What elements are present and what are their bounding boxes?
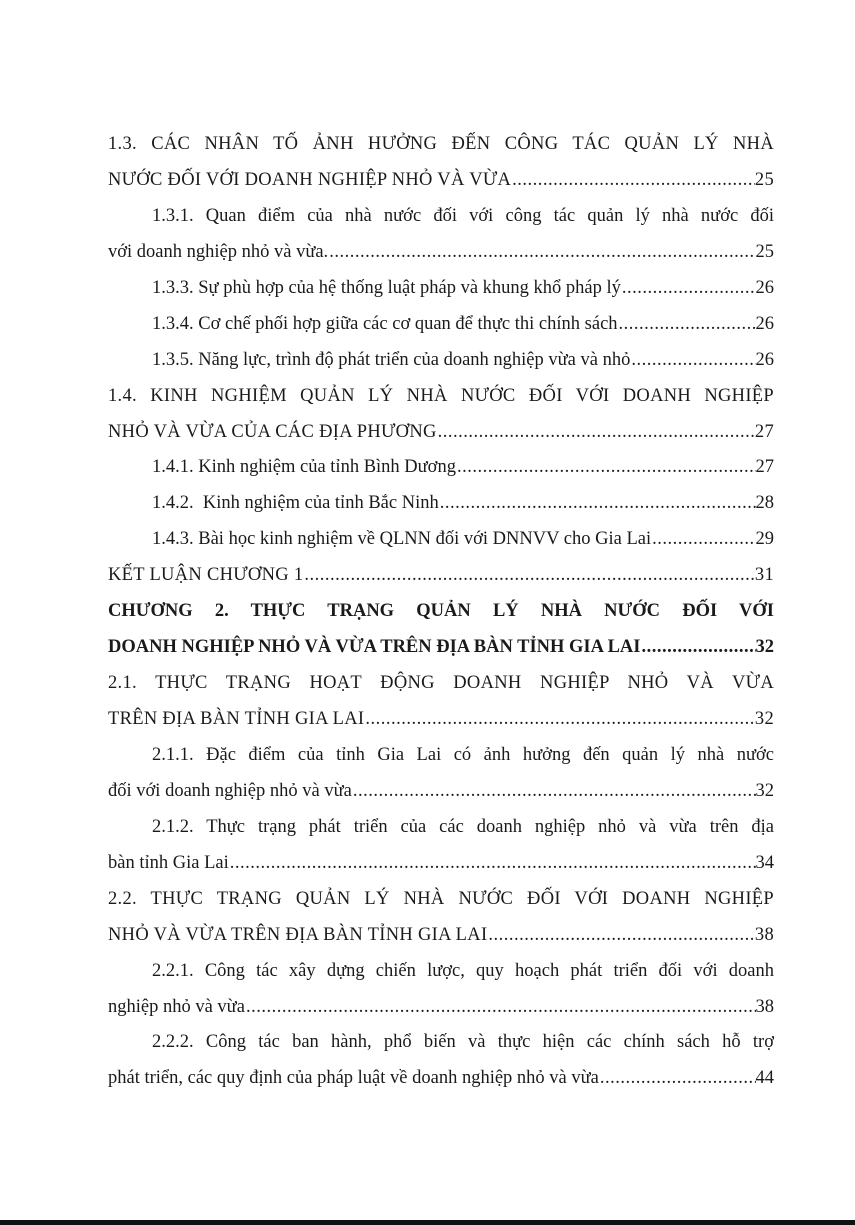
- toc-entry-text: đối với doanh nghiệp nhỏ và vừa: [108, 780, 352, 801]
- toc-page-number: 38: [754, 924, 774, 945]
- dot-leader: [599, 1060, 756, 1096]
- toc-entry-text: DOANH NGHIỆP NHỎ VÀ VỪA TRÊN ĐỊA BÀN TỈNH GIA LAI: [108, 637, 641, 658]
- toc-item-2-2-2-line2[interactable]: [108, 1060, 774, 1096]
- toc-page-number: 27: [755, 457, 774, 478]
- toc-item-2-2-2-line1: 2.2.2. Công tác ban hành, phổ biến và thực hiện các chính sách hỗ trợ: [152, 1032, 774, 1053]
- toc-heading-1-3-line1: 1.3. CÁC NHÂN TỐ ẢNH HƯỞNG ĐẾN CÔNG TÁC QUẢN LÝ NHÀ: [108, 134, 774, 154]
- dot-leader: [630, 342, 755, 378]
- toc-entry-text: KẾT LUẬN CHƯƠNG 1: [108, 565, 304, 586]
- toc-heading-1-4-line2[interactable]: [108, 414, 774, 450]
- toc-chapter-2-line1: CHƯƠNG 2. THỰC TRẠNG QUẢN LÝ NHÀ NƯỚC ĐỐI VỚI: [108, 601, 774, 622]
- toc-page-number: 25: [754, 169, 774, 190]
- toc-heading-1-4-line1: 1.4. KINH NGHIỆM QUẢN LÝ NHÀ NƯỚC ĐỐI VỚI DOANH NGHIỆP: [108, 385, 774, 406]
- toc-page-number: 27: [754, 421, 774, 442]
- toc-heading-1-3-line2[interactable]: [108, 162, 774, 198]
- toc-page-number: 25: [755, 241, 774, 262]
- dot-leader: [352, 773, 756, 809]
- dot-leader: [456, 449, 756, 485]
- toc-heading-2-2-line1: 2.2. THỰC TRẠNG QUẢN LÝ NHÀ NƯỚC ĐỐI VỚI DOANH NGHIỆP: [108, 888, 774, 909]
- toc-entry-text: NƯỚC ĐỐI VỚI DOANH NGHIỆP NHỎ VÀ VỪA: [108, 169, 512, 190]
- dot-leader: [511, 162, 755, 198]
- toc-item-2-1-2-line1: 2.1.2. Thực trạng phát triển của các doanh nghiệp nhỏ và vừa trên địa: [152, 816, 774, 837]
- toc-entry-text: NHỎ VÀ VỪA TRÊN ĐỊA BÀN TỈNH GIA LAI: [108, 924, 488, 945]
- toc-item-1-3-1-line1: 1.3.1. Quan điểm của nhà nước đối với công tác quản lý nhà nước đối: [152, 205, 774, 226]
- dot-leader: [437, 414, 755, 450]
- dot-leader: [618, 306, 756, 342]
- toc-entry-text: nghiệp nhỏ và vừa: [108, 996, 245, 1017]
- toc-page-number: 28: [755, 493, 774, 514]
- page-bottom-border: [0, 1220, 855, 1225]
- dot-leader: [641, 629, 756, 665]
- toc-entry-text: 1.3.4. Cơ chế phối hợp giữa các cơ quan để thực thi chính sách: [152, 313, 618, 334]
- toc-heading-2-1-line2[interactable]: [108, 701, 774, 737]
- toc-entry-text: 1.4.1. Kinh nghiệm của tỉnh Bình Dương: [152, 457, 456, 478]
- toc-item-1-3-4[interactable]: [108, 306, 774, 342]
- toc-page-number: 34: [755, 852, 774, 873]
- toc-heading-2-2-line2[interactable]: [108, 917, 774, 953]
- toc-chapter-2-line2[interactable]: [108, 629, 774, 665]
- toc-page-number: 26: [755, 313, 774, 334]
- toc-page-number: 32: [755, 637, 774, 658]
- toc-entry-text: 1.4.2. Kinh nghiệm của tỉnh Bắc Ninh: [152, 493, 439, 514]
- dot-leader: [328, 234, 755, 270]
- toc-item-2-2-1-line2[interactable]: [108, 989, 774, 1025]
- toc-page-number: 44: [755, 1068, 774, 1089]
- toc-item-1-4-1[interactable]: [108, 449, 774, 485]
- toc-page-number: 26: [755, 277, 774, 298]
- toc-entry-text: 1.4.3. Bài học kinh nghiệm về QLNN đối với DNNVV cho Gia Lai: [152, 529, 652, 550]
- toc-page-number: 31: [754, 565, 774, 586]
- dot-leader: [229, 845, 756, 881]
- dot-leader: [651, 521, 755, 557]
- toc-item-2-1-1-line2[interactable]: [108, 773, 774, 809]
- dot-leader: [621, 270, 756, 306]
- toc-item-2-1-1-line1: 2.1.1. Đặc điểm của tỉnh Gia Lai có ảnh hưởng đến quản lý nhà nước: [152, 744, 774, 765]
- toc-page-number: 32: [755, 780, 774, 801]
- toc-chapter-1-conclusion[interactable]: [108, 557, 774, 593]
- toc-entry-text: phát triển, các quy định của pháp luật về doanh nghiệp nhỏ và vừa: [108, 1068, 599, 1089]
- dot-leader: [364, 701, 755, 737]
- dot-leader: [303, 557, 755, 593]
- toc-heading-2-1-line1: 2.1. THỰC TRẠNG HOẠT ĐỘNG DOANH NGHIỆP NHỎ VÀ VỪA: [108, 673, 774, 694]
- toc-item-1-3-5[interactable]: [108, 342, 774, 378]
- toc-item-1-4-3[interactable]: [108, 521, 774, 557]
- dot-leader: [439, 485, 756, 521]
- toc-page-number: 38: [755, 996, 774, 1017]
- table-of-contents: [108, 126, 774, 1096]
- toc-item-1-4-2[interactable]: [108, 485, 774, 521]
- toc-item-2-1-2-line2[interactable]: [108, 845, 774, 881]
- toc-page-number: 32: [754, 709, 774, 729]
- toc-page-number: 26: [755, 349, 774, 370]
- toc-item-1-3-1-line2[interactable]: [108, 234, 774, 270]
- toc-entry-text: NHỎ VÀ VỪA CỦA CÁC ĐỊA PHƯƠNG: [108, 421, 437, 442]
- toc-page-number: 29: [755, 529, 774, 550]
- dot-leader: [245, 989, 756, 1025]
- toc-entry-text: với doanh nghiệp nhỏ và vừa.: [108, 241, 329, 262]
- toc-item-1-3-3[interactable]: [108, 270, 774, 306]
- toc-entry-text: TRÊN ĐỊA BÀN TỈNH GIA LAI: [108, 709, 365, 729]
- toc-entry-text: 1.3.5. Năng lực, trình độ phát triển của doanh nghiệp vừa và nhỏ: [152, 349, 631, 370]
- toc-entry-text: bàn tỉnh Gia Lai: [108, 852, 229, 873]
- toc-entry-text: 1.3.3. Sự phù hợp của hệ thống luật pháp và khung khổ pháp lý: [152, 277, 621, 298]
- toc-item-2-2-1-line1: 2.2.1. Công tác xây dựng chiến lược, quy hoạch phát triển đối với doanh: [152, 960, 774, 981]
- dot-leader: [487, 917, 754, 953]
